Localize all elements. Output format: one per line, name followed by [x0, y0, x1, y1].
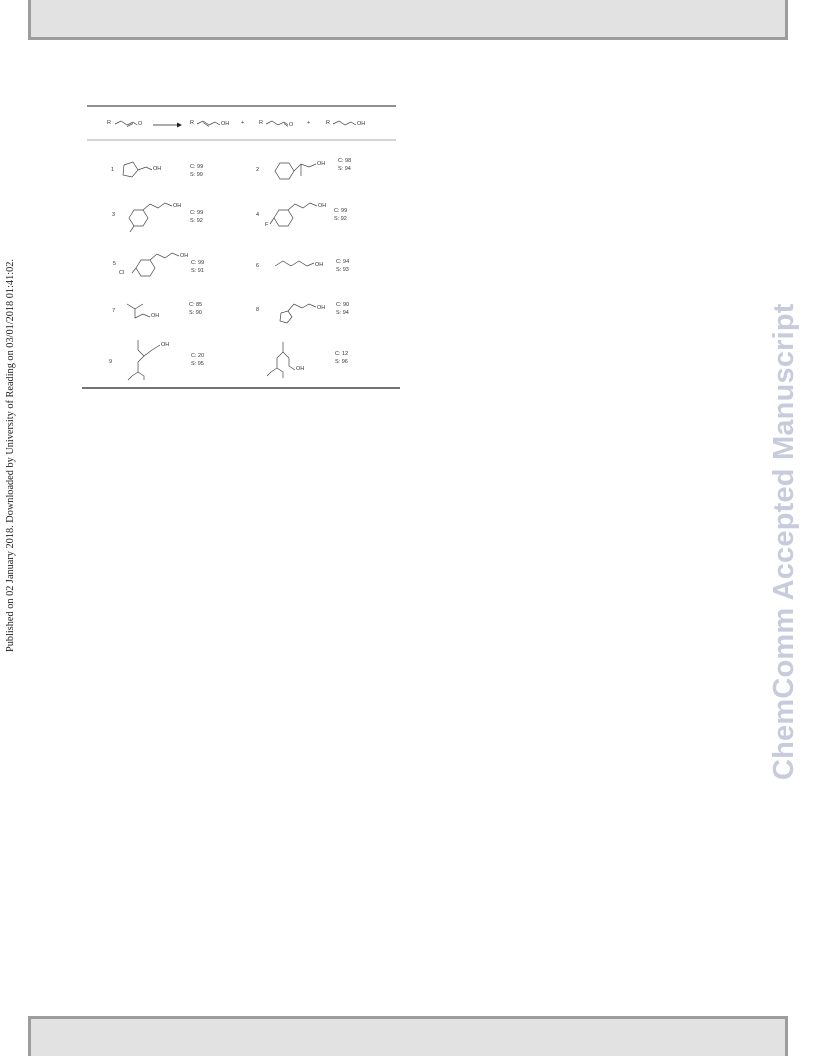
- group-label: OH: [173, 203, 182, 209]
- conversion-value: C: 99: [191, 260, 205, 266]
- footer-bar: [28, 1016, 788, 1056]
- group-label: OH: [180, 253, 189, 259]
- header-bar: [28, 0, 788, 40]
- result-block: [335, 351, 348, 366]
- fluoro-label: F: [265, 222, 269, 228]
- conversion-value: C: 99: [190, 210, 204, 216]
- result-block: [338, 158, 351, 173]
- result-block: [336, 302, 349, 317]
- entry-number: 2: [256, 167, 260, 173]
- conversion-value: C: 12: [335, 351, 349, 357]
- chloro-label: Cl: [119, 270, 125, 276]
- header-oh-label-2: OH: [357, 121, 366, 127]
- result-block: [191, 260, 204, 275]
- header-plus-1: +: [241, 120, 245, 126]
- selectivity-value: S: 90: [189, 309, 202, 316]
- header-r-label-2: R: [190, 120, 194, 126]
- group-label: OH: [317, 161, 326, 167]
- selectivity-value: S: 91: [191, 267, 204, 274]
- scheme-structures: [80, 100, 402, 392]
- group-label: OH: [317, 305, 326, 311]
- header-oh-label: OH: [221, 121, 230, 127]
- conversion-value: C: 94: [336, 259, 350, 265]
- conversion-value: C: 90: [336, 302, 350, 308]
- entry-number: 7: [112, 308, 116, 314]
- result-block: [189, 302, 202, 317]
- result-block: [191, 353, 204, 368]
- selectivity-value: S: 92: [190, 217, 203, 224]
- reaction-scheme: [80, 100, 402, 392]
- selectivity-value: S: 94: [338, 165, 351, 172]
- result-block: [336, 259, 349, 274]
- publication-sidebar: [5, 232, 19, 652]
- selectivity-value: S: 99: [190, 171, 203, 178]
- result-block: [190, 210, 203, 225]
- publication-note: Published on 02 January 2018. Downloaded by University of Reading on 03/01/2018 01:41:02.: [5, 259, 16, 652]
- result-block: [334, 208, 347, 223]
- group-label: OH: [161, 342, 170, 348]
- watermark: [768, 280, 808, 780]
- conversion-value: C: 99: [334, 208, 348, 214]
- group-label: OH: [318, 203, 327, 209]
- entry-number: 5: [113, 261, 117, 267]
- result-block: [190, 164, 203, 179]
- selectivity-value: S: 93: [336, 266, 349, 273]
- entry-number: 6: [256, 263, 260, 269]
- conversion-value: C: 99: [190, 164, 204, 170]
- entry-number: 8: [256, 307, 260, 313]
- selectivity-value: S: 92: [334, 215, 347, 222]
- entry-number: 3: [112, 212, 116, 218]
- entry-number: 1: [111, 167, 115, 173]
- selectivity-value: S: 96: [335, 358, 348, 365]
- header-o-label: O: [138, 121, 143, 127]
- group-label: OH: [296, 366, 305, 372]
- group-label: OH: [151, 313, 160, 319]
- selectivity-value: S: 94: [336, 309, 349, 316]
- entry-number: 9: [109, 359, 113, 365]
- header-r-label-3: R: [259, 120, 263, 126]
- header-plus-2: +: [307, 120, 311, 126]
- header-o-label-2: O: [289, 122, 294, 128]
- selectivity-value: S: 95: [191, 360, 204, 367]
- group-label: OH: [315, 262, 324, 268]
- group-label: OH: [153, 166, 162, 172]
- entry-number: 4: [256, 212, 260, 218]
- conversion-value: C: 85: [189, 302, 203, 308]
- watermark-text: ChemComm Accepted Manuscript: [768, 303, 800, 780]
- conversion-value: C: 20: [191, 353, 205, 359]
- header-r-label: R: [107, 120, 111, 126]
- header-r-label-4: R: [326, 120, 330, 126]
- conversion-value: C: 98: [338, 158, 352, 164]
